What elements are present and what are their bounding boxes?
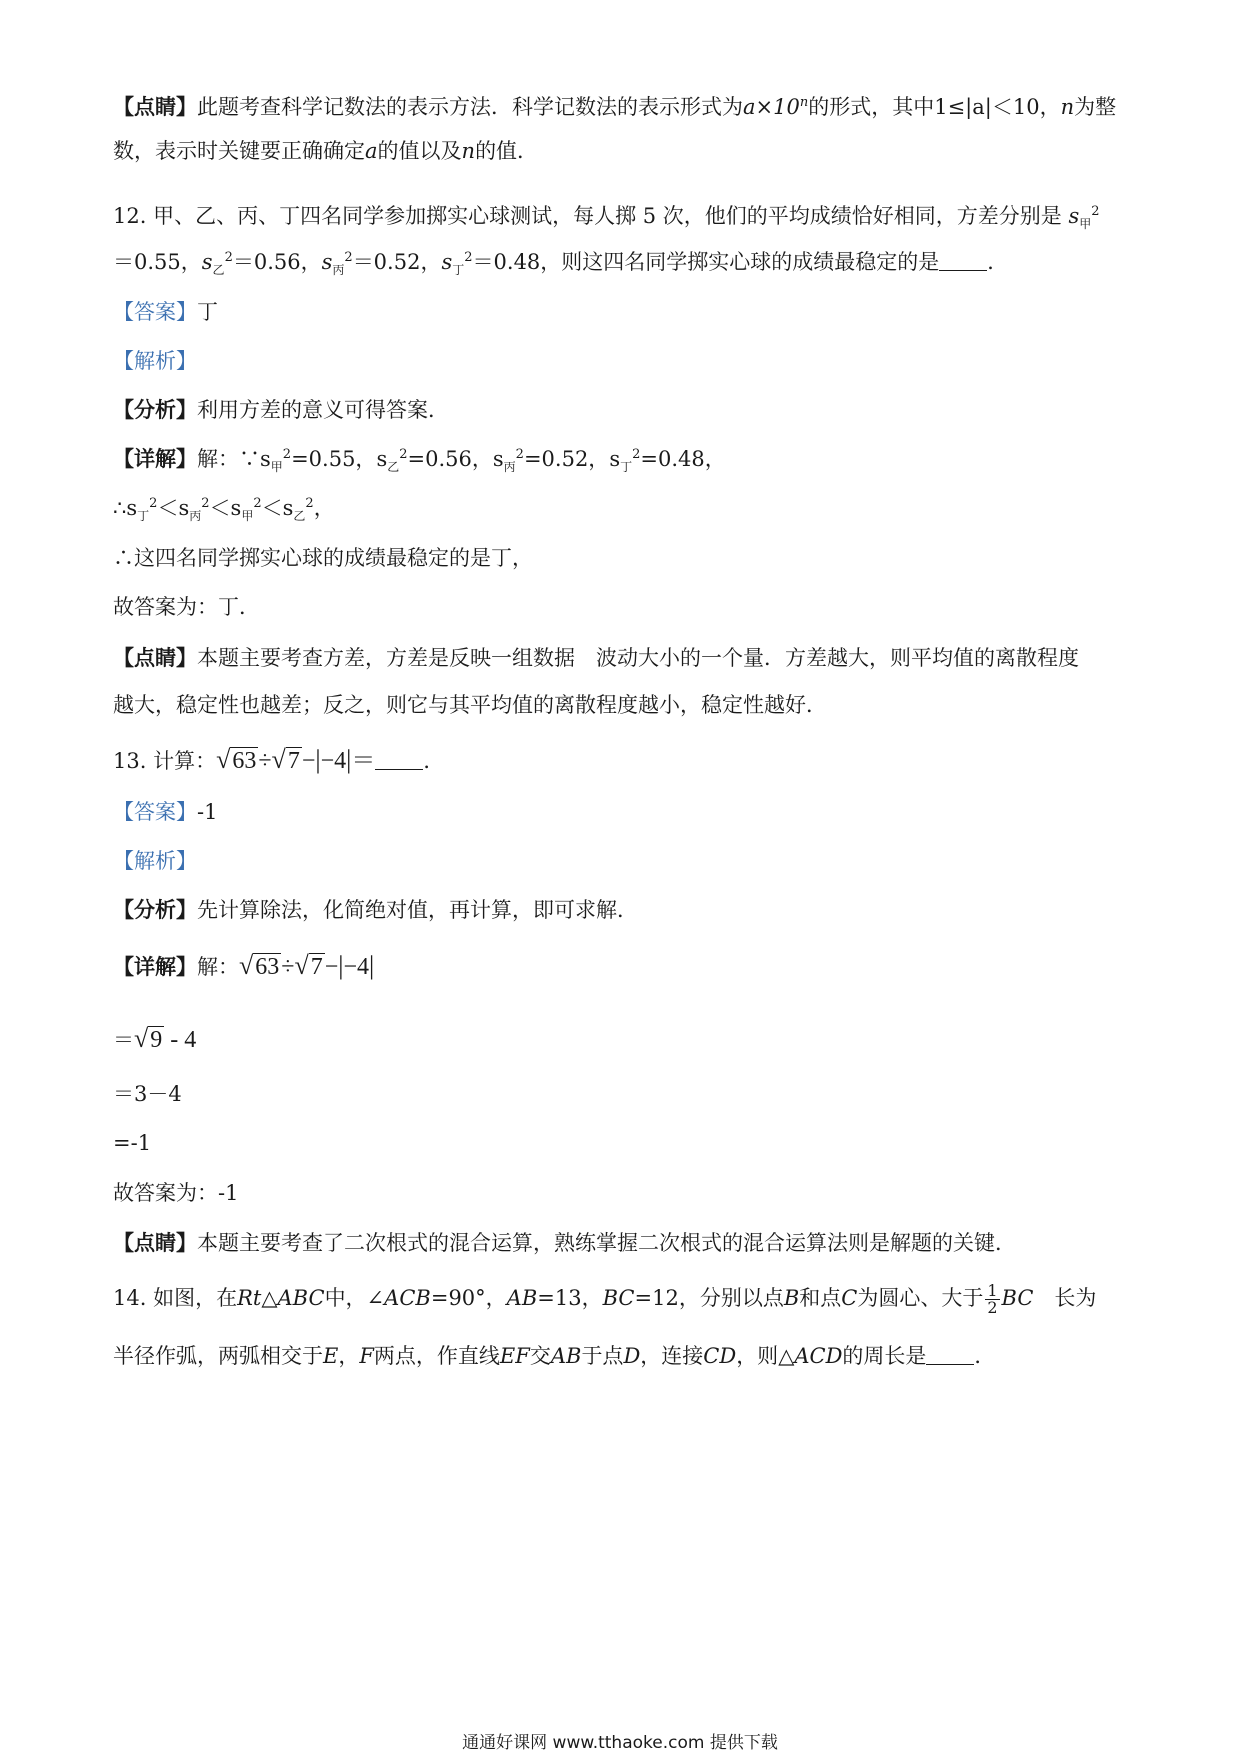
q12-dianjing-line2: [113, 690, 827, 720]
q13-jiexi-line: [113, 846, 197, 876]
q13-step2-line: [113, 1079, 182, 1109]
text: 于点: [581, 1344, 624, 1368]
q11-dianjing-line1: [113, 92, 1116, 122]
variance-symbol: s: [441, 250, 453, 274]
math-text: 1≤|a|＜10，: [934, 95, 1061, 119]
variance-symbol: s: [321, 250, 333, 274]
text: =-1: [113, 1131, 152, 1155]
sqrt-7: √7: [271, 745, 300, 774]
q12-stem-line1: [113, 201, 1100, 231]
analysis-label: 【解析】: [113, 849, 197, 873]
answer-label: 【答案】: [113, 300, 197, 324]
variance-symbol: s: [178, 496, 190, 520]
text: 本题主要考查方差，方差是反映一组数据 波动大小的一个量．方差越大，则平均值的离散程度: [197, 646, 1079, 670]
q12-conclusion-line: [113, 543, 533, 573]
q13-final-line: [113, 1178, 238, 1208]
text: =0.52，: [523, 447, 610, 471]
variance-symbol: s: [1068, 204, 1080, 228]
subscript: 甲: [1079, 217, 1092, 232]
text: 此题考查科学记数法的表示方法．科学记数法的表示形式为: [197, 95, 743, 119]
operator: −: [301, 748, 316, 774]
subscript: 丁: [452, 263, 465, 278]
text: =13，: [537, 1286, 603, 1310]
question-text: 13. 计算：: [113, 749, 217, 773]
text: ，: [338, 1344, 360, 1368]
question-text: 14. 如图，在: [113, 1286, 238, 1310]
text: 的周长是: [842, 1344, 927, 1368]
q12-dianjing-line1: [113, 643, 1079, 673]
q11-dianjing-line2: [113, 136, 538, 166]
exponent: 2: [1091, 204, 1100, 219]
math-expression: √63÷√7−|−4|＝: [216, 745, 376, 774]
variance-symbol: s: [260, 447, 271, 471]
exponent: 2: [399, 447, 408, 462]
exponent: 2: [224, 250, 233, 265]
q12-answer-line: [113, 297, 218, 327]
text: =0.55，: [291, 447, 377, 471]
text: 的值．: [475, 139, 539, 163]
text: =90°，: [430, 1286, 507, 1310]
answer-blank: [375, 749, 423, 770]
math-text: AB: [550, 1344, 582, 1368]
math-expression: √63÷√7−|−4|: [239, 951, 375, 980]
variance-symbol: s: [492, 447, 504, 471]
dianjing-label: 【点睛】: [113, 645, 197, 670]
subscript: 丁: [137, 509, 150, 524]
triangle-symbol: △: [261, 1286, 278, 1310]
text: ＝3－4: [113, 1082, 182, 1106]
text: 解：∵: [197, 447, 260, 471]
variance-symbol: s: [609, 447, 621, 471]
q12-order-line: [113, 493, 335, 523]
math-expression: [134, 1024, 197, 1053]
text: 解：: [197, 955, 239, 979]
q13-xiangjie-line: [113, 951, 374, 982]
q13-step3-line: [113, 1128, 151, 1158]
exponent: 2: [149, 496, 158, 511]
analysis-label: 【解析】: [113, 349, 197, 373]
math-text: EF: [499, 1344, 530, 1368]
math-text: E: [323, 1344, 339, 1368]
exponent: 2: [344, 250, 353, 265]
math-text: a: [365, 139, 378, 163]
fraction-one-half: [985, 1283, 999, 1316]
subscript: 丙: [189, 509, 202, 524]
sqrt-9: √9: [134, 1024, 163, 1053]
xiangjie-label: 【详解】: [113, 954, 197, 979]
text: 数，表示时关键要正确确定: [113, 139, 365, 163]
operator: ÷: [281, 954, 295, 980]
xiangjie-label: 【详解】: [113, 446, 197, 471]
math-text: C: [841, 1286, 858, 1310]
text: 中，∠: [324, 1286, 385, 1310]
text: 为圆心、大于: [857, 1286, 984, 1310]
exponent: n: [799, 95, 809, 110]
math-text: n: [1060, 95, 1075, 119]
operator: ＝: [113, 1028, 134, 1052]
q12-jiexi-line: [113, 346, 197, 376]
sqrt-63: √63: [216, 745, 257, 774]
triangle-symbol: △: [778, 1344, 795, 1368]
sqrt-7: √7: [294, 951, 323, 980]
text: ，连接: [640, 1344, 704, 1368]
denominator: 2: [987, 1298, 998, 1317]
q12-fenxi-line: [113, 395, 449, 425]
q13-stem-line: [113, 745, 444, 776]
text: 故答案为：-1: [113, 1181, 239, 1205]
text: 利用方差的意义可得答案．: [197, 398, 449, 422]
exponent: 2: [305, 496, 314, 511]
operator: −: [324, 954, 339, 980]
operator: ＝: [351, 748, 376, 774]
text: 本题主要考查了二次根式的混合运算，熟练掌握二次根式的混合运算法则是解题的关键．: [197, 1231, 1016, 1255]
radicand: 9: [150, 1027, 163, 1053]
math-text: AB: [506, 1286, 538, 1310]
subscript: 乙: [212, 263, 225, 278]
text: 半径作弧，两弧相交于: [113, 1344, 323, 1368]
variance-symbol: s: [230, 496, 242, 520]
math-text: ACB: [384, 1286, 431, 1310]
answer-blank: [939, 250, 987, 271]
sqrt-63: √63: [239, 951, 280, 980]
dianjing-label: 【点睛】: [113, 1230, 197, 1255]
question-text: 12. 甲、乙、丙、丁四名同学参加掷实心球测试，每人掷 5 次，他们的平均成绩恰好相同，方差分别是: [113, 204, 1062, 228]
text: 两点，作直线: [373, 1344, 500, 1368]
exponent: 2: [464, 250, 473, 265]
text: 的形式，其中: [808, 95, 935, 119]
answer-blank: [926, 1344, 974, 1365]
subscript: 丁: [620, 460, 633, 475]
math-text: a×10: [743, 95, 800, 119]
numerator: 1: [987, 1281, 998, 1300]
text: 和点: [799, 1286, 842, 1310]
q14-stem-line2: [113, 1341, 995, 1371]
subscript: 乙: [293, 509, 306, 524]
text: =0.48，: [640, 447, 726, 471]
text: 先计算除法，化简绝对值，再计算，即可求解．: [197, 898, 638, 922]
subscript: 甲: [241, 509, 254, 524]
variance-symbol: s: [376, 447, 388, 471]
exponent: 2: [201, 496, 210, 511]
subscript: 乙: [387, 460, 400, 475]
text: ∴这四名同学掷实心球的成绩最稳定的是丁，: [113, 546, 533, 570]
fenxi-label: 【分析】: [113, 397, 197, 422]
radicand: 63: [255, 954, 280, 980]
exponent: 2: [282, 447, 292, 462]
text: 为整: [1074, 95, 1117, 119]
text: ＝0.56，: [232, 250, 322, 274]
page-footer: 通通好课网 www.tthaoke.com 提供下载: [462, 1733, 778, 1753]
answer-value: 丁: [197, 300, 218, 324]
q12-stem-line2: [113, 247, 1008, 277]
text: ，: [313, 496, 335, 520]
exponent: 2: [515, 447, 524, 462]
q13-fenxi-line: [113, 895, 638, 925]
dianjing-label: 【点睛】: [113, 94, 197, 119]
math-text: ABC: [277, 1286, 325, 1310]
text: 交: [529, 1344, 551, 1368]
text: ＝0.55，: [113, 250, 202, 274]
text: 长为: [1033, 1286, 1097, 1310]
q13-step1-line: [113, 1024, 196, 1055]
radicand: 63: [232, 748, 257, 774]
text: 越大，稳定性也越差；反之，则它与其平均值的离散程度越小，稳定性越好．: [113, 693, 827, 717]
text: - 4: [164, 1027, 197, 1053]
subscript: 甲: [270, 460, 283, 475]
text: ．: [974, 1344, 996, 1368]
q14-stem-line1: [113, 1283, 1096, 1316]
math-text: n: [461, 139, 476, 163]
math-text: B: [783, 1286, 800, 1310]
exponent: 2: [253, 496, 262, 511]
math-text: CD: [703, 1344, 737, 1368]
math-text: Rt: [237, 1286, 262, 1310]
text: ＝0.52，: [352, 250, 442, 274]
exponent: 2: [632, 447, 641, 462]
text: ．: [987, 250, 1009, 274]
math-text: BC: [1001, 1286, 1034, 1310]
text: ，则: [736, 1344, 779, 1368]
text: ＝0.48，则这四名同学掷实心球的成绩最稳定的是: [472, 250, 940, 274]
subscript: 丙: [503, 460, 516, 475]
abs-content: −4: [343, 954, 370, 980]
text: 故答案为：丁．: [113, 595, 260, 619]
q12-xiangjie-line: [113, 444, 726, 474]
variance-symbol: s: [282, 496, 294, 520]
q12-final-line: [113, 592, 260, 622]
text: ＜: [261, 496, 283, 520]
variance-symbol: s: [201, 250, 213, 274]
text: ∴: [113, 496, 127, 520]
math-text: D: [623, 1344, 641, 1368]
answer-label: 【答案】: [113, 800, 197, 824]
fenxi-label: 【分析】: [113, 897, 197, 922]
radicand: 7: [310, 954, 323, 980]
text: ＜: [209, 496, 231, 520]
subscript: 丙: [332, 263, 345, 278]
text: ．: [423, 749, 445, 773]
q13-answer-line: [113, 797, 217, 827]
answer-value: -1: [197, 800, 218, 824]
text: ＜: [157, 496, 179, 520]
variance-symbol: s: [126, 496, 138, 520]
text: =12，分别以点: [634, 1286, 784, 1310]
q13-dianjing-line: [113, 1228, 1016, 1258]
radicand: 7: [287, 748, 300, 774]
abs-content: −4: [320, 748, 347, 774]
math-text: ACD: [794, 1344, 843, 1368]
math-text: BC: [602, 1286, 635, 1310]
math-text: F: [359, 1344, 374, 1368]
text: =0.56，: [407, 447, 493, 471]
operator: ÷: [258, 748, 272, 774]
text: 的值以及: [377, 139, 462, 163]
